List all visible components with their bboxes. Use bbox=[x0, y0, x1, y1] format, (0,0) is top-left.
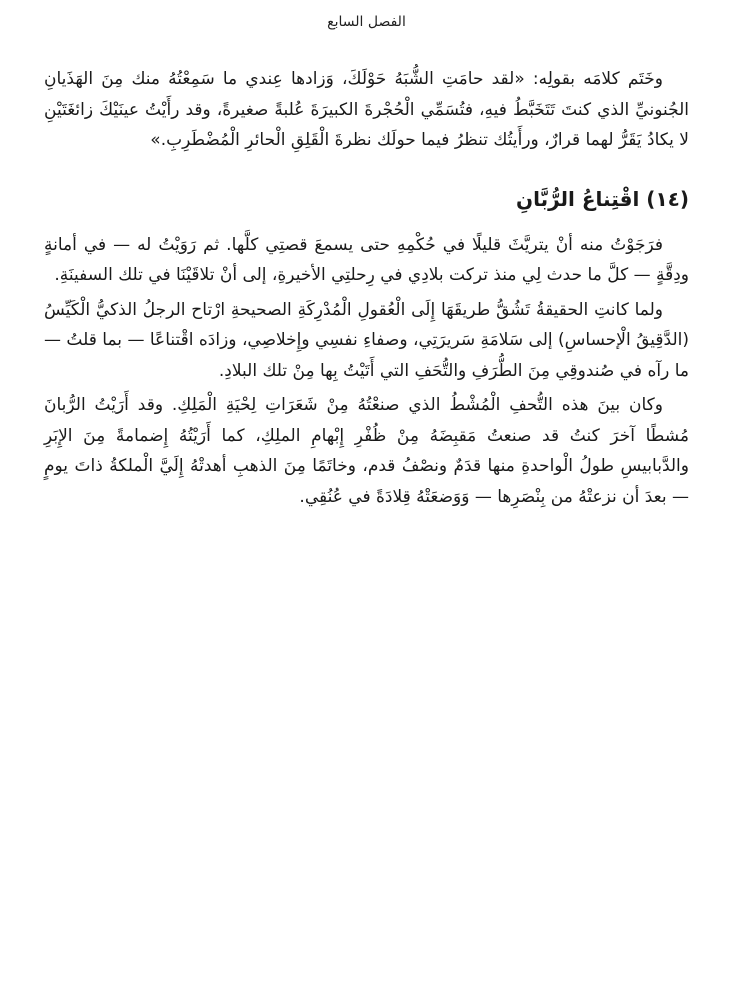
closing-paragraph: وخَتَم كلامَه بقولِه: «لقد حامَتِ الشُّبَهُ حَوْلَكَ، وَزادها عِندي ما سَمِعْتُهُ منك مِنَ الهَذَيانِ الجُنونيِّ الذي كنتَ تَتَخَبَّطُ فيهِ، فتُسَمِّي الْحُجْرةَ الكبيرَةَ عُلبةً صغيرةً، وقد رأَيْتُ عينَيْكَ زائغَتَيْنِ لا يكادُ يَقَرُّ لهما قرارٌ، ورأَيتُك تنظرُ فيما حولَك نظرةَ الْقَلِقِ الْحائرِ الْمُضْطَرِبِ.» bbox=[44, 69, 689, 150]
body-text bbox=[44, 64, 689, 512]
paragraph-1: فرَجَوْتُ منه أنْ يتريَّثَ قليلًا في حُكْمِهِ حتى يسمعَ قصتِي كلَّها. ثم رَوَيْتُ له — في أمانةٍ ودِقَّةٍ — كلَّ ما حدث لِي منذ تركت بلادِي في رِحلتِي الأخيرةِ، إلى أنْ تلاقَيْنَا في تلك السفينَةِ. bbox=[44, 234, 689, 285]
paragraph-3: وكان بينَ هذه التُّحفِ الْمُشْطُ الذي صنعْتُهُ مِنْ شَعَرَاتِ لِحْيَةِ الْمَلِكِ. وقد أَرَيْتُ الرُّبانَ مُشطًا آخرَ كنتُ قد صنعتُ مَقبِضَهُ مِنْ ظُفْرِ إِبْهامِ الملِكِ، كما أَرَيْتُهُ إِضمامةً مِنَ الإِبَرِ والدَّبابيسِ طولُ الْواحدةِ منها قدَمٌ ونصْفُ قدم، وخاتَمًا مِنَ الذهبِ أهدتْهُ إِلَيَّ الْملكةُ ذاتَ يومٍ — بعدَ أن نزعتْهُ من بِنْصَرِها — وَوَضعَتْهُ قِلادَةً في عُنُقِي. bbox=[44, 395, 689, 507]
paragraph-2: ولما كانتِ الحقيقةُ تَشُقُّ طريقَهَا إِلَى الْعُقولِ الْمُدْرِكَةِ الصحيحةِ ارْتاح الرجلُ الذكيُّ الْكَيِّسُ (الدَّقِيقُ الْإحساسِ) إلى سَلامَةِ سَريرَتِي، وصفاءِ نفسِي وإِخلاصِي، وزادَه اقْتناعًا — بما قلتُ — ما رآه في صُندوقِي مِنَ الطُّرَفِ والتُّحَفِ التي أَتَيْتُ بِها مِنْ تلك البلادِ. bbox=[44, 299, 689, 381]
running-header-chapter-title: الفصل السابع bbox=[327, 14, 406, 30]
section-heading: (١٤) اقْتِناعُ الرُّبَّانِ bbox=[516, 186, 689, 211]
